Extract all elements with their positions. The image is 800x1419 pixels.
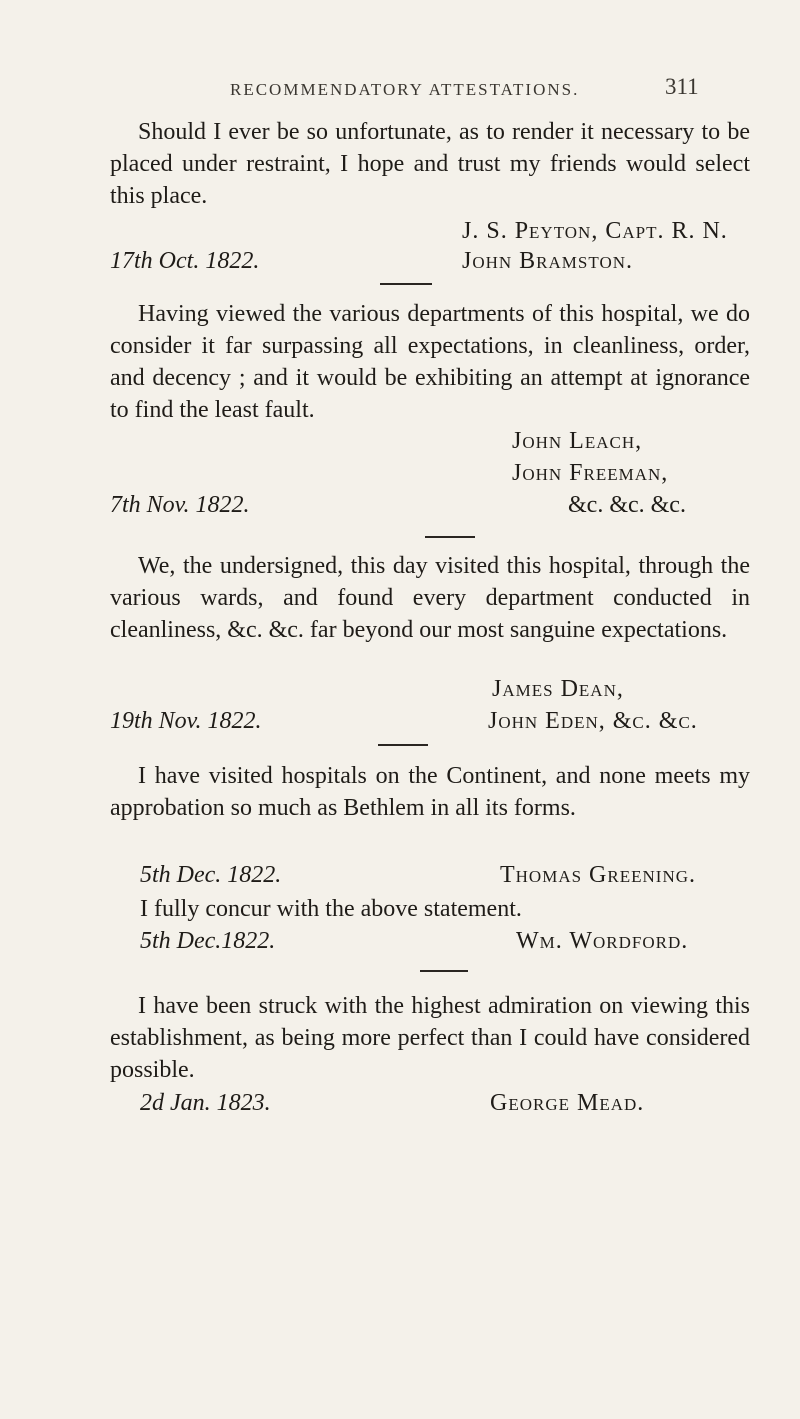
separator-rule [420,970,468,972]
running-title: RECOMMENDATORY ATTESTATIONS. [230,80,580,99]
signature-mead: George Mead. [490,1090,645,1116]
date-6: 2d Jan. 1823. [140,1090,271,1116]
attestation-text-1: Should I ever be so unfortunate, as to render it necessary to be placed under restraint, I hope and trust my friends would select this place. [110,119,750,209]
attestation-text-5: I fully concur with the above statement. [140,896,522,922]
signature-leach: John Leach, [512,428,643,454]
signature-wordford: Wm. Wordford. [516,928,689,954]
signature-greening: Thomas Greening. [500,862,696,888]
date-2: 7th Nov. 1822. [110,492,250,518]
signature-freeman: John Freeman, [512,460,669,486]
signature-eden: John Eden, &c. &c. [488,708,698,734]
signature-peyton: J. S. Peyton, Capt. R. N. [462,218,728,244]
separator-rule [378,744,428,746]
signature-dean: James Dean, [492,676,624,702]
signature-etc: &c. &c. &c. [568,492,686,518]
date-4: 5th Dec. 1822. [140,862,282,888]
separator-rule [425,536,475,538]
attestation-text-2: Having viewed the various departments of this hospital, we do consider it far surpassing all expectations, in cleanliness, order, and decency ; and it would be exhibiting an attempt at ignorance to find the least fault. [110,301,750,423]
attestation-text-3: We, the undersigned, this day visited this hospital, through the various wards, and found every department conducted in cleanliness, &c. &c. far beyond our most sanguine expectations. [110,553,750,643]
date-5: 5th Dec.1822. [140,928,276,954]
attestation-text-6: I have been struck with the highest admiration on viewing this establishment, as being more perfect than I could have considered possible. [110,993,750,1083]
date-1: 17th Oct. 1822. [110,248,260,274]
date-3: 19th Nov. 1822. [110,708,262,734]
attestation-text-4: I have visited hospitals on the Continent, and none meets my approbation so much as Bethlem in all its forms. [110,763,750,821]
page-number: 311 [665,74,699,99]
signature-bramston: John Bramston. [462,248,633,274]
separator-rule [380,283,432,285]
